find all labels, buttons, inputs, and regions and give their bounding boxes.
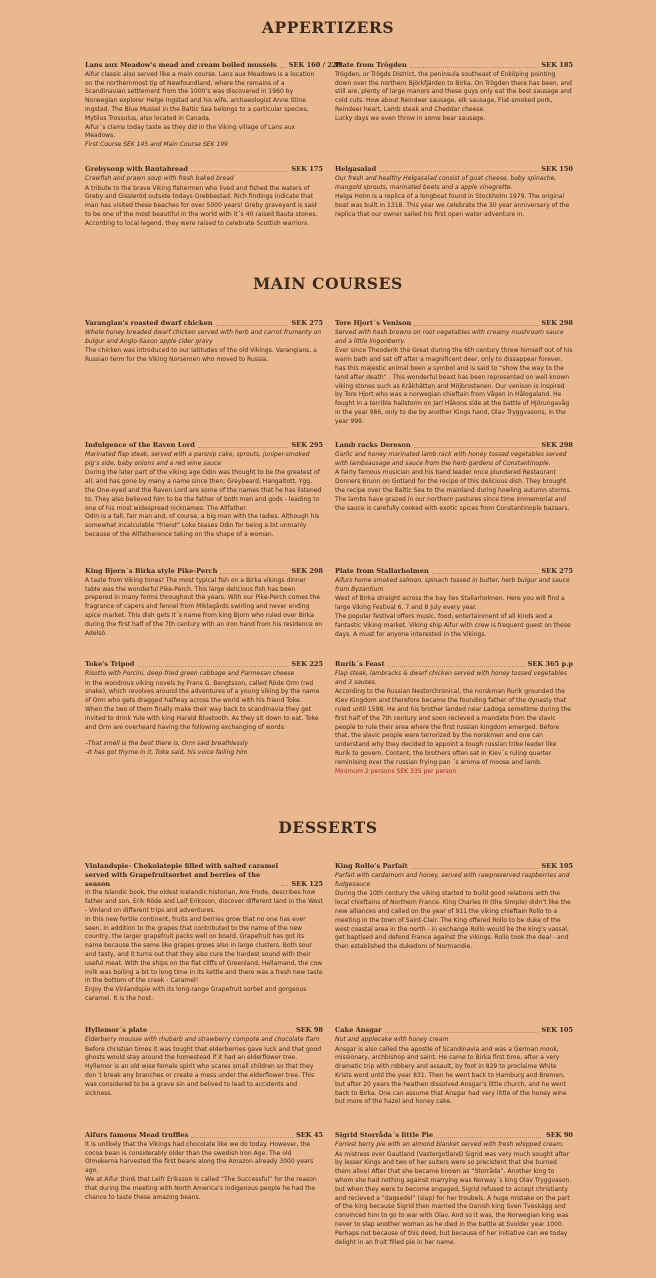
section-title-appetizers: APPERTIZERS — [261, 18, 395, 37]
item-subtitle: Marinated flap steak, served with a parsnip cake, sprouts, juniper-smoked pig’s side, baby onions and a red wine sauce — [85, 450, 310, 467]
item-price: SEK 298 — [541, 319, 573, 327]
item-description: West of Birka straight across the bay lies Stallarholmen. Here you will find a large Viking Festival 6, 7 and 8 July every year. — [335, 595, 565, 612]
item-name: Helgasalad — [335, 165, 377, 173]
menu-item-ruriks-feast — [335, 660, 573, 776]
item-description: Ever since Theoderik the Great during the 6th century threw himself out of his warm bath and set off after a magnificent deer, only to dissappear forever, has this majestic animal been a symbol and is said to “show the way to the land after death” . This wonderful beast has been represented on well known viking stones such as Kråkhättan and Möjbrostenen. Our venison is inspired by Tore Hjort who was a norwegian chieftain from Vågen in Hålogaland. He fought in a terrible hailstorm on Jarl Håkons side at the battle of Hjörungavåg in the year 986, only to die by another Kings hand, Olav Tryggvasons, in the year 999. — [335, 347, 573, 425]
menu-item-king-bjorns-pike-perch — [85, 567, 323, 638]
item-description: The lambs have grazed in our northern pastures since time immemorial and the sauce is carefully cooked with exotic spices from Constantinople bazaars. — [335, 495, 570, 512]
item-name: Toke's Tripod — [85, 660, 135, 668]
item-description: During the later part of the viking age Odin was thought to be the greatest of all, and has gone by many a name since then; Greybeard, Hangaltott, Ygg, the One-eyed and the Raven Lord are some of the names that he has listened to. They also believed him to be the father of both men and gods - leading to one of his most widespread nicknames: The Allfather. — [85, 469, 322, 512]
item-price: SEK 225 — [291, 660, 323, 668]
item-description: The chicken was introduced to our latitudes of the old Vikings. Varangians, a Russian term for the Viking Norsemen who moved to Russia. — [85, 347, 317, 364]
item-description: We at Aifur think that Leifr Eriksson is called “The Successful” for the reason that during the meeting with North America’s indigenous people he had the chance to taste these amazing beans. — [85, 1175, 317, 1201]
item-description: During the 10th century the viking started to build good relations with the local chieftains of Northern France. King Charles III (the Simple) didn’t like the new alliances and called on the year of 911 the viking chieftain Rollo to a meeting in the town of Saint-Clair. The King offered Rollo to be duke of the west coastal area in the north - in exchange Rollo would be the king’s vassal, get baptised and defend France against the vikings. Rollo took the deal - and then established the dukedom of Normandie. — [335, 890, 571, 951]
item-name: King Bjorn´s Birka style Pike-Perch — [85, 567, 218, 575]
menu-item-plate-from-trogden — [335, 61, 573, 124]
menu-item-varangians-chicken — [85, 319, 323, 365]
item-description: A fairly famous musician and his band leader once plundered Restaurant Donners Brunn on Gotland for the recipe of this delicious dish. They brought the recipe over the Baltic Sea to the mainland during howling autumn storms. — [335, 469, 572, 494]
item-name: Lamb racks Dereson — [335, 441, 411, 449]
item-price: SEK 98 — [296, 1026, 323, 1034]
item-subtitle: Our fresh and healthy Helgasalad consist of goat cheese, baby spinache, mangold sprouts, marinated beets and a apple vinegrette. — [335, 174, 557, 191]
item-price: SEK 105 — [541, 862, 573, 870]
item-description: Helga Holm is a replica of a longboat found in Stockholm 1979. The original boat was built in 1318. This year we celebrate the 30 year anniversery of the replica that our owner sailed his first open water adventure in. — [335, 193, 570, 218]
menu-item-lamb-racks-dereson — [335, 441, 573, 513]
item-price: SEK 175 — [291, 165, 323, 173]
item-description: A taste from Viking times! The most typical fish on a Birka vikings dinner table was the wonderful Pike-Perch. This large delicious fish has been prepered in many forms throughout the years. With our Pike-Perch comes the fragrance of capers and fennel from Miklagårds swirling and never ending spice market. This dish gets it´s name from king Bjorn who ruled over Birka during the first half of the 7th century with an iron hand from his residence on Adelsö. — [85, 576, 323, 637]
item-description: Trögden, or Trögds District, the peninsula southeast of Enköping pointing down over the northern Björkfjärden to Birka. On Trögden there has been, and still are, plenty of large manors and these guys only eat the best sausage and cold cuts. How about Reindeer sausage, elk sausage, Flat-smoked pork, Reindeer heart, Lamb steak and Cheddar cheese. — [335, 70, 572, 113]
item-name: Aifurs famous Mead truffles — [85, 1131, 189, 1139]
section-title-main-courses: MAIN COURSES — [253, 274, 403, 293]
item-description: According to the Russian Nestorchronical, the norskman Rurik grounded the Kiev Kingdom and therefore became the founding father of the dynasty that ruled until 1598. He and his brother landed near Ladoga sometime during the first half of the 7th century and soon recieved a mandate from the slavic people to rule their area where the first russian kingdom emerged. Before that, the slavic people were terrorized by the norskmen and one can understand why they decided to appoint a tough russian tribe leader like Rurik to govern. Content, the brothers often sat in Kiev´s ruling quarter reminising over the russian frying pan ´s aroma of moose and lamb. — [335, 688, 572, 766]
item-subtitle: Forrest berry pie with an almond blanket served with fresh whipped cream. — [335, 1140, 564, 1148]
item-subtitle: Garlic and honey marinated lamb rack with honey tossed vegetables served with lambsausage and sauce from the herb gardens of Constantinople. — [335, 450, 567, 467]
item-description: In the wondrous viking novels by Frans G. Bengtsson, called Röde Orm (red snake), which revolves around the adventures of a young viking by the name of Orm who gets dragged halfway across the world with his friend Toke. — [85, 679, 320, 705]
item-price: SEK 185 — [541, 61, 573, 69]
item-name: Grebysoup with Bautabread — [85, 165, 188, 173]
item-quote: –It has got thyme in it, Toke said, his voice failing him — [85, 749, 248, 757]
item-description: In the Islandic book, the oldest Icelandic historian, Are Frode, describes how father and son, Erik Röde and Leif Eriksson, discover different land in the West - Vinland on different trips and adventures. — [85, 889, 323, 914]
item-description: Aifur´s clams today taste as they did in the Viking village of Lans aux Meadows. — [85, 123, 296, 140]
item-description: The popular festival offers music, food, entertainment of all kinds and a fantastic Viking market. Viking ship Aifur with crew is frequent guest on these days. A must for anyone interested in the Vikings. — [335, 612, 571, 638]
item-subtitle: Aifurs home smoked salmon, spinach tossed in butter, herb bulgur and sauce from Byzantium — [335, 576, 570, 593]
item-description: In this new fertile continent, fruits and berries grow that no one has ever seen. In addition to the grapes that contributed to the name of the new country, the larger grapefruit packs well on board. Grapefruit has got its name because the same like grapes grows also in large clusters. Both sour and tasty, and it turns out that they also cure the hardest sound with their useful meat. With the ships on the flat cliffs of Greenland, Hellamand, the cow milk was boiling a bit to long time in its kettle and there was a fresh new taste in the bottom of the creek - Caramel! — [85, 915, 323, 985]
item-price: SEK 125 — [291, 879, 323, 888]
menu-item-plate-from-stallarholmen — [335, 567, 573, 639]
item-subtitle: Nut and applecake with honey cream — [335, 1035, 449, 1043]
item-price: SEK 295 — [291, 441, 323, 449]
item-name: Indulgence of the Raven Lord — [85, 441, 195, 449]
item-price: SEK 365 p.p — [527, 660, 573, 668]
item-price: SEK 298 — [291, 567, 323, 575]
item-price: SEK 298 — [541, 441, 573, 449]
item-name: Plate from Stallarholmen — [335, 567, 429, 575]
item-name: Rurik´s Feast — [335, 660, 385, 668]
menu-item-raven-lord — [85, 441, 323, 540]
item-description: Odin is a tall, fair man and, of course, a big man with the ladies. Although his somewhat incalculable “friend” Loke teases Odin for being a bit unmanly because of the Allfatherence taking on the shape of a woman. — [85, 513, 320, 538]
item-description: When the two of them finally make their way back to scandinavia they get invited to drink Yule with king Harald Bluetooth. As they sit down to eat, Toke and Orm are overheard having the following exchanging of words: — [85, 705, 319, 731]
item-description: Aifur classic also served like a main course. Lans aux Meadows is a location on the northernmost tip of Newfoundland, where the remains of a Scandinavian settlement from the 1000’s was discovered in 1960 by Norwegian explorer Helge Ingstad and his wife, archaeologist Anne Stine Ingstad. The Blue Mussel in the Baltic Sea belongs to a particular species, Mytilus Trossulus, also located in Canada. — [85, 70, 315, 122]
item-name: Lans aux Meadow's mead and cream boiled mussels — [85, 61, 277, 69]
item-name: King Rollo’s Parfait — [335, 862, 408, 870]
item-quote: –That smell is the best there is, Orm said breathlessly — [85, 740, 249, 748]
menu-item-king-rollos-parfait — [335, 862, 573, 952]
menu-item-tore-hjorts-venison — [335, 319, 573, 427]
menu-item-vinlandspie — [85, 862, 323, 1004]
item-name: Plate from Trögden — [335, 61, 407, 69]
menu-item-hyllemors-plate — [85, 1026, 323, 1098]
item-note: First Course SEK 145 and Main Course SEK 199 — [85, 141, 228, 149]
item-subtitle: Served with hash browns on root vegetables with creamy mushroom sauce and a little lingonberry. — [335, 328, 564, 345]
item-price: SEK 160 / 220 — [288, 61, 342, 69]
item-description: Enjoy the Vinlandspie with its long-range Grapefruit sorbet and gorgeous caramel. It is the host. — [85, 986, 307, 1002]
item-name: Varangian's roasted dwarf chicken — [85, 319, 213, 327]
item-description: A tribute to the brave Viking fishermen who lived and fished the waters of Greby and Gissleröd outside todays Grebbestad. Rich findings indicate that man has visited these beaches for over 5000 years! Greby graveyard is said to be one of the most beautiful in the world with it´s 40 raised Bauta stones. According to local legend, they were raised to celebrate Scottish warriors. — [85, 184, 318, 227]
item-subtitle: Elderberry mousse with rhubarb and strawberry compote and chocolate flarn — [85, 1035, 320, 1043]
item-name: Vinlandspie- Chokolatepie filled with salted caramel served with Grapefruitsorbet and berries of the season — [85, 862, 279, 888]
item-price: SEK 275 — [541, 567, 573, 575]
item-subtitle: Risotto with Porcini, deep-fried green cabbage and Parmesan cheese — [85, 669, 295, 677]
item-name: Sigrid Storråda´s little Pie — [335, 1131, 434, 1139]
item-subtitle: Crawfish and prawn soup with fresh baked bread — [85, 174, 234, 182]
item-description: Ansgar is also called the apostle of Scandinavia and was a German monk, missionary, archbishop and saint. He came to Birka first time, after a very dramatic trip with robbery and assault, by foot in 829 to proclaime White Krists word until the year 831. Then he went back to Hamburg and Bremen, but after 20 years the heathen dissolved Ansgar’s little church, and he went back to Birka. One can assume that Ansgar had very little of the honey wine but more of the hazel and honey cake. — [335, 1045, 567, 1106]
menu-item-sigrid-storradas-pie — [335, 1131, 573, 1247]
item-description: It is unlikely that the Vikings had chocolate like we do today. However, the cocoa bean is considerably older than the swedish Iron Age. The old Olmekerna harvested the first beans along the Amazon already 3000 years ago. — [85, 1140, 314, 1175]
menu-item-lans-aux-meadows — [85, 61, 342, 150]
item-price: SEK 45 — [296, 1131, 323, 1139]
item-minimum-note: Minimum 2 persons SEK 335 per person — [335, 767, 457, 775]
item-subtitle: Parfait with cardamom and honey, served with rawpreserved raspberries and fudgesauce — [335, 871, 570, 888]
item-description: As mistress over Gautland (Vastergotland) Sigrid was very much sought after by lesser Kings and two of her suiters were so precistent that she burned them alive! After that she became known as “Storråda”. Another king to whom she had nothing against marrying was Norway´s king Olav Tryggvason, but when they were to become engaged, Sigrid refused to accept christianty and recieved a ”dagsedel” (slap) for her troubels. A huge mistake on the part of the king because Sigrid then married the Danish king Sven Tveskägg and convinced him to go to war with Olav. And so it was, the Norwegian king was never to slap another woman as he died in the battle at Svolder year 1000. Perhaps not because of this deed, but because of her initiative can we today delight in an fruit filled pie in her name. — [335, 1150, 572, 1246]
item-description: Lucky days we even throw in some bear sausage. — [335, 114, 486, 122]
menu-item-mead-truffles — [85, 1131, 323, 1202]
item-subtitle: Whole honey breaded dwarf chicken served with herb and carrot frumenty on bulgur and Anglo-Saxon apple cider gravy — [85, 328, 322, 345]
item-price: SEK 275 — [291, 319, 323, 327]
item-price: SEK 90 — [546, 1131, 573, 1139]
item-description: Before christian times it was tought that elderberries gave luck and that good ghosts would stay around the homestead if it had an elderflower tree. Hyllemor is an old wise female spirit who scares small children so that they don´t break any branches or create a mess under the elderflower tree. This was considered to be a grave sin and belived to lead to accidents and sickness. — [85, 1045, 322, 1097]
item-name: Tore Hjort´s Venison — [335, 319, 412, 327]
menu-item-cake-ansgar — [335, 1026, 573, 1107]
section-title-desserts: DESSERTS — [278, 818, 378, 837]
item-subtitle: Flap steak, lambracks & dwarf chicken served with honey tossed vegetables and 3 sauses. — [335, 669, 567, 686]
menu-item-grebysoup — [85, 165, 323, 229]
menu-item-tokes-tripod — [85, 660, 323, 758]
item-name: Cake Ansgar — [335, 1026, 382, 1034]
item-name: Hyllemor´s plate — [85, 1026, 148, 1034]
menu-item-helgasalad — [335, 165, 573, 220]
item-price: SEK 150 — [541, 165, 573, 173]
item-price: SEK 105 — [541, 1026, 573, 1034]
